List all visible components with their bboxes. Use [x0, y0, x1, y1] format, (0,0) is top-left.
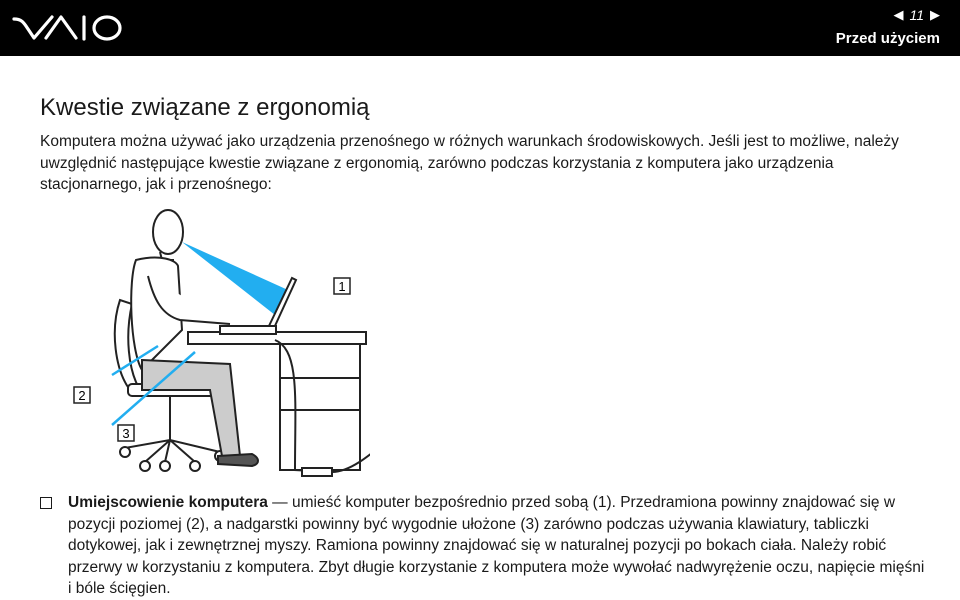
- bullet-separator: —: [272, 494, 288, 511]
- list-item: [40, 492, 928, 600]
- callout-3: [118, 425, 134, 441]
- page-header: [0, 0, 960, 56]
- section-label: Przed użyciem: [835, 30, 940, 47]
- page-title: Kwestie związane z ergonomią: [40, 94, 370, 121]
- vaio-logo: [12, 11, 124, 45]
- callout-1: [334, 278, 350, 294]
- page-number: 11: [909, 7, 924, 23]
- callout-2: [74, 387, 90, 403]
- sight-line-beam: [182, 242, 288, 315]
- svg-text:1: 1: [338, 279, 346, 294]
- bullet-body: umieść komputer bezpośrednio przed sobą (1). Przedramiona powinny znajdować się w pozycji poziomej (2), a nadgarstki powinny być wygodnie ułożone (3) zarówno podczas używania klawiatury, tabliczki dotykowej, jak i zewnętrznej myszy. Ramiona powinny znajdować się w naturalnej pozycji po bokach ciała. Należy robić przerwy w korzystaniu z komputera. Zbyt długie korzystanie z komputera może wywołać nadwyrężenie oczu, napięcie mięśni i bóle ścięgien.: [68, 494, 925, 597]
- bullet-text: [68, 492, 928, 600]
- prev-page-arrow-icon[interactable]: ◀: [893, 7, 904, 22]
- svg-text:3: 3: [122, 426, 130, 441]
- intro-paragraph: Komputera można używać jako urządzenia przenośnego w różnych warunkach środowiskowych. Jeśli jest to możliwe, należy uwzględnić następujące kwestie związane z ergonomią, zarówno podczas korzystania z komputera jako urządzenia stacjonarnego, jak i przenośnego:: [40, 133, 899, 193]
- svg-text:2: 2: [78, 388, 86, 403]
- page-navigation: [893, 7, 940, 23]
- next-page-arrow-icon[interactable]: ▶: [930, 7, 940, 22]
- bullet-term: Umiejscowienie komputera: [68, 494, 268, 511]
- ergonomics-illustration: [70, 200, 370, 490]
- checkbox-bullet-icon: [40, 497, 52, 509]
